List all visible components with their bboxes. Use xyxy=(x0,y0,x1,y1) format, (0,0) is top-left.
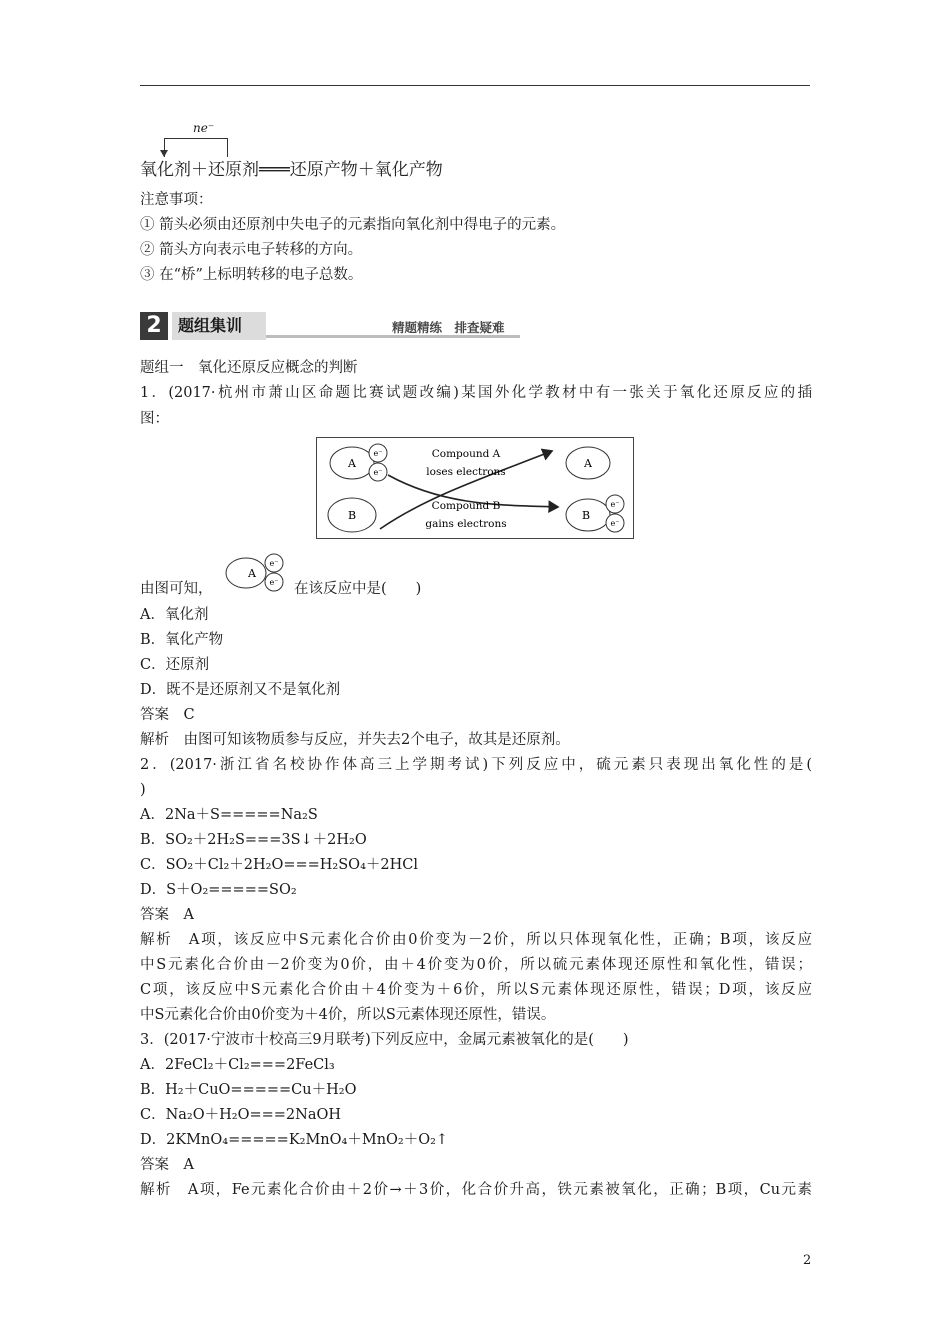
q1-option-b: B．氧化产物 xyxy=(140,632,224,648)
q3-analysis-line1: 解析 A项，Fe元素化合价由＋2价→＋3价，化合价升高，铁元素被氧化，正确；B项，Cu元素 xyxy=(140,1182,812,1198)
redox-equation: 氧化剂＋还原剂═══还原产物＋氧化产物 xyxy=(140,160,443,180)
molecule-a-right-label: A xyxy=(584,457,592,470)
caption-b-line1: Compound B xyxy=(431,500,501,512)
electron-b-top-label: e⁻ xyxy=(610,500,620,509)
electron-a-bottom-label: e⁻ xyxy=(373,468,383,477)
q2-option-a: A．2Na＋S=====Na₂S xyxy=(140,807,318,823)
q2-analysis-line4: 中S元素化合价由0价变为＋4价，所以S元素体现还原性，错误。 xyxy=(140,1007,556,1023)
q2-analysis-line1: 解析 A项，该反应中S元素化合价由0价变为－2价，所以只体现氧化性，正确；B项，该反应 xyxy=(140,932,812,948)
inline-electron-bottom: e⁻ xyxy=(269,578,279,587)
q1-prompt-before: 由图可知， xyxy=(140,581,213,597)
caption-a-line1: Compound A xyxy=(431,448,501,460)
page-number: 2 xyxy=(803,1253,812,1268)
q1-analysis: 解析 由图可知该物质参与反应，并失去2个电子，故其是还原剂。 xyxy=(140,732,570,748)
molecule-a-inline xyxy=(224,553,290,593)
electron-b-bottom-label: e⁻ xyxy=(610,519,620,528)
note-item-2: ② 箭头方向表示电子转移的方向。 xyxy=(140,242,363,258)
q3-stem-line1: 3．(2017·宁波市十校高三9月联考)下列反应中，金属元素被氧化的是( ) xyxy=(140,1032,629,1048)
q2-analysis-line3: C项，该反应中S元素化合价由＋4价变为＋6价，所以S元素体现还原性，错误；D项，该反应 xyxy=(140,982,812,998)
redox-illustration xyxy=(316,437,634,539)
q2-stem-line2: ) xyxy=(140,782,146,798)
notes-title: 注意事项： xyxy=(140,192,213,208)
section-subtitle: 精题精练 排查疑难 xyxy=(392,320,505,335)
q2-stem-line1: 2．(2017·浙江省名校协作体高三上学期考试)下列反应中，硫元素只表现出氧化性的是( xyxy=(140,757,812,773)
inline-a-label: A xyxy=(248,567,256,580)
molecule-b-right-label: B xyxy=(581,509,591,522)
inline-electron-top: e⁻ xyxy=(269,559,279,568)
q1-option-c: C．还原剂 xyxy=(140,657,210,673)
transfer-bridge xyxy=(164,138,228,157)
q1-stem-line2: 图： xyxy=(140,411,169,427)
q3-option-a: A．2FeCl₂＋Cl₂===2FeCl₃ xyxy=(140,1057,335,1073)
q2-option-d: D．S＋O₂=====SO₂ xyxy=(140,882,297,898)
q3-option-d: D．2KMnO₄=====K₂MnO₄＋MnO₂＋O₂↑ xyxy=(140,1132,449,1148)
header-divider xyxy=(140,85,810,86)
q1-stem-line1: 1．(2017·杭州市萧山区命题比赛试题改编)某国外化学教材中有一张关于氧化还原反应的插 xyxy=(140,385,812,401)
caption-a-line2: loses electrons xyxy=(426,466,506,478)
q2-answer: 答案 A xyxy=(140,907,194,923)
section-title: 题组集训 xyxy=(172,312,266,340)
q2-option-b: B．SO₂＋2H₂S===3S↓＋2H₂O xyxy=(140,832,367,848)
electron-count-label: ne⁻ xyxy=(193,121,215,135)
note-item-3: ③ 在“桥”上标明转移的电子总数。 xyxy=(140,267,363,283)
molecule-a-left-label: A xyxy=(348,457,356,470)
q2-option-c: C．SO₂＋Cl₂＋2H₂O===H₂SO₄＋2HCl xyxy=(140,857,418,873)
caption-b-line2: gains electrons xyxy=(425,518,507,530)
q3-option-b: B．H₂＋CuO=====Cu＋H₂O xyxy=(140,1082,357,1098)
q3-option-c: C．Na₂O＋H₂O===2NaOH xyxy=(140,1107,342,1123)
q2-analysis-line2: 中S元素化合价由－2价变为0价，由＋4价变为0价，所以硫元素体现还原性和氧化性，错误； xyxy=(140,957,812,973)
section-number-badge: 2 xyxy=(140,312,168,340)
q1-option-a: A．氧化剂 xyxy=(140,607,209,623)
q1-prompt-after: 在该反应中是( ) xyxy=(294,581,422,597)
note-item-1: ① 箭头必须由还原剂中失电子的元素指向氧化剂中得电子的元素。 xyxy=(140,217,566,233)
q3-answer: 答案 A xyxy=(140,1157,194,1173)
electron-a-top-label: e⁻ xyxy=(373,449,383,458)
q1-answer: 答案 C xyxy=(140,707,195,723)
molecule-b-left-label: B xyxy=(347,509,357,522)
q1-option-d: D．既不是还原剂又不是氧化剂 xyxy=(140,682,341,698)
group-title: 题组一 氧化还原反应概念的判断 xyxy=(140,360,358,376)
transfer-arrowhead xyxy=(160,150,168,157)
